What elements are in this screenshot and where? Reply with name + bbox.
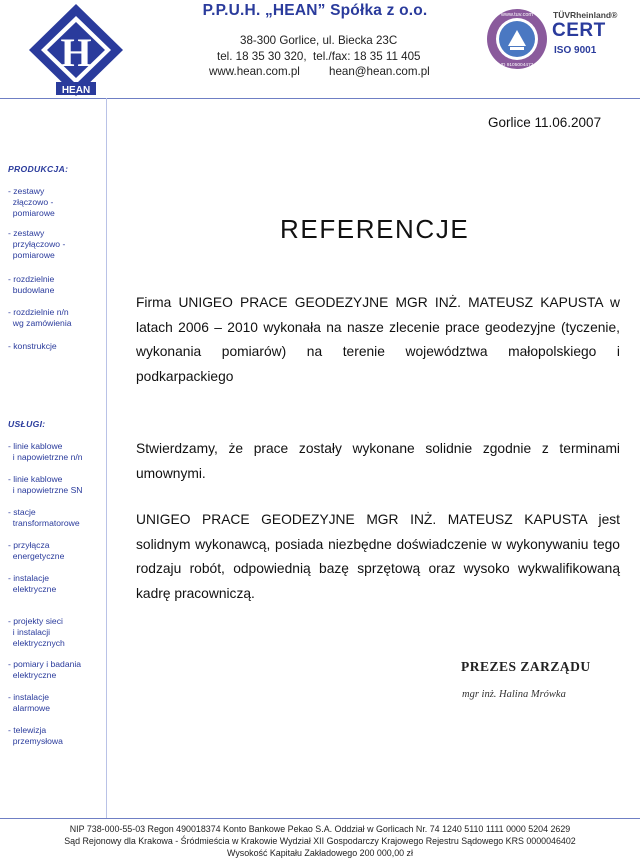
cert-standard: ISO 9001 [554, 45, 597, 56]
sidebar-item-przylacza: - przyłącza energetyczne [8, 540, 65, 561]
company-website: www.hean.com.pl [209, 65, 300, 78]
sidebar-item-telewizja: - telewizja przemysłowa [8, 725, 63, 746]
sidebar-item-zestawy-zlaczowo: - zestawy złączowo - pomiarowe [8, 186, 55, 218]
sidebar-item-linie-sn: - linie kablowe i napowietrzne SN [8, 474, 83, 495]
seal-bottom-text: ID 9105004473 [500, 63, 534, 68]
paragraph-2: Stwierdzamy, że prace zostały wykonane solidnie zgodnie z terminami umownymi. [136, 441, 620, 481]
sidebar-item-rozdzielnie-budowlane: - rozdzielnie budowlane [8, 274, 55, 295]
sidebar-item-stacje: - stacje transformatorowe [8, 507, 80, 528]
seal-top-text: www.tuv.com [501, 12, 533, 18]
logo-text: HEAN [61, 85, 91, 96]
logo-letter: H [60, 30, 92, 75]
sidebar-item-pomiary: - pomiary i badania elektryczne [8, 659, 82, 680]
sidebar-item-projekty: - projekty sieci i instalacji elektrycznych [8, 616, 65, 648]
footer-capital-info: Wysokość Kapitału Zakładowego 200 000,00 zł [227, 848, 413, 858]
signature-title: PREZES ZARZĄDU [461, 659, 591, 674]
cert-title: CERT [552, 20, 606, 41]
footer-bank-info: NIP 738-000-55-03 Regon 490018374 Konto Bankowe Pekao S.A. Oddział w Gorlicach Nr. 74 1240 5110 1111 0000 5204 2629 [69, 824, 571, 834]
header-divider [0, 98, 640, 99]
sidebar-item-rozdzielnie-nn: - rozdzielnie n/n wg zamówienia [8, 307, 72, 328]
sidebar-item-linie-nn: - linie kablowe i napowietrzne n/n [8, 441, 83, 462]
letter-date: Gorlice 11.06.2007 [488, 115, 602, 130]
sidebar-divider [106, 98, 107, 818]
produkcja-heading: PRODUKCJA: [8, 164, 69, 174]
sidebar-item-zestawy-przylaczowo: - zestawy przyłączowo - pomiarowe [8, 228, 66, 260]
signature-name: mgr inż. Halina Mrówka [462, 689, 566, 700]
tuv-seal-icon [486, 8, 548, 70]
sidebar-item-instalacje-elektryczne: - instalacje elektryczne [8, 573, 57, 594]
company-phone: tel. 18 35 30 320, tel./fax: 18 35 11 405 [217, 50, 421, 63]
tuv-certificate-badge [486, 8, 620, 70]
footer-divider [0, 818, 640, 819]
sidebar-item-konstrukcje: - konstrukcje [8, 341, 57, 351]
company-address: 38-300 Gorlice, ul. Biecka 23C [240, 34, 398, 47]
uslugi-heading: USŁUGI: [8, 419, 46, 429]
hean-logo [26, 2, 126, 98]
company-name: P.P.U.H. „HEAN” Spółka z o.o. [202, 2, 428, 19]
company-email: hean@hean.com.pl [329, 65, 430, 78]
cert-header: TÜVRheinland® [553, 10, 618, 20]
paragraph-1: Firma UNIGEO PRACE GEODEZYJNE MGR INŻ. MATEUSZ KAPUSTA w latach 2006 – 2010 wykonała na nasze zlecenie prace geodezyjne (tyczenie, wykonania pomiarów) na terenie województwa małopolskiego i podkarpackiego [136, 295, 620, 384]
sidebar-item-instalacje-alarmowe: - instalacje alarmowe [8, 692, 51, 713]
document-title: REFERENCJE [280, 214, 470, 244]
paragraph-3: UNIGEO PRACE GEODEZYJNE MGR INŻ. MATEUSZ KAPUSTA jest solidnym wykonawcą, posiada niezbędne doświadczenie w wykonywaniu tego rodzaju robót, odpowiednią bazę sprzętową oraz wysoko wykwalifikowaną kadrę pracowniczą. [136, 512, 620, 601]
footer-court-info: Sąd Rejonowy dla Krakowa - Śródmieścia w Krakowie Wydział XII Gospodarczy Krajowego Rejestru Sądowego KRS 0000046402 [64, 836, 576, 846]
